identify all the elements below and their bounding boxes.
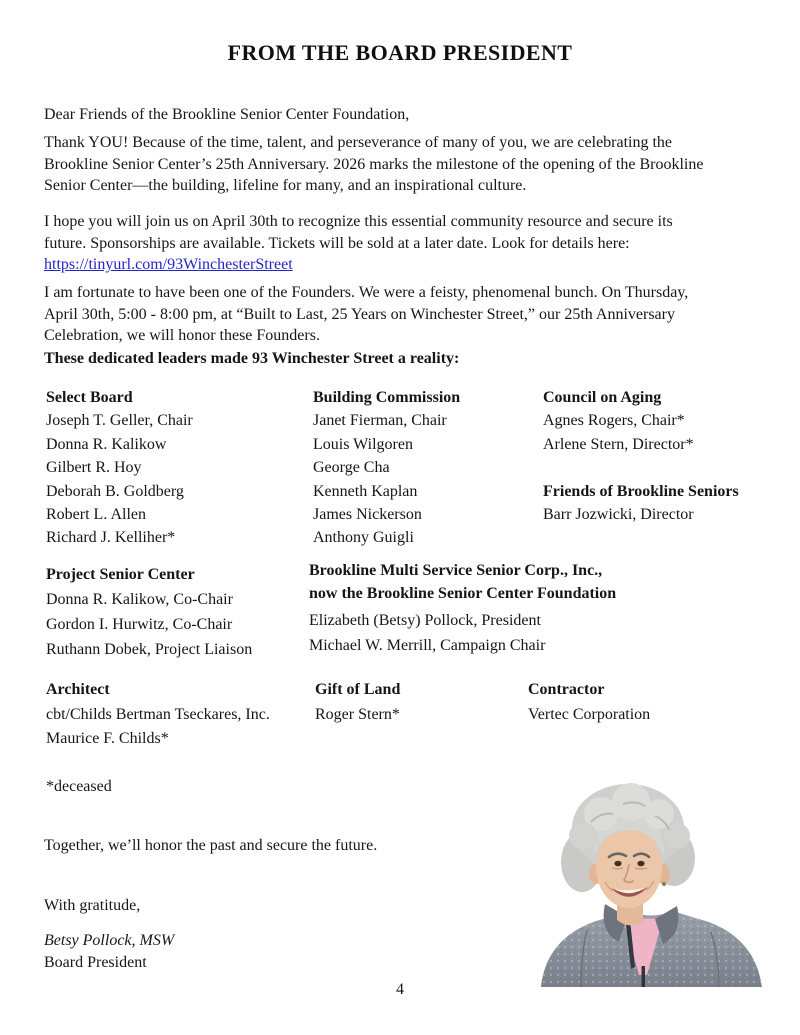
member-name: Donna R. Kalikow (46, 435, 167, 453)
member-name: Gordon I. Hurwitz, Co-Chair (46, 616, 233, 633)
paragraph-line: Brookline Senior Center’s 25th Anniversary. 2026 marks the milestone of the opening of the Brookline (44, 155, 704, 173)
board-president-photo (535, 770, 767, 987)
portrait-illustration (535, 770, 767, 987)
friends-of-brookline-seniors-header: Friends of Brookline Seniors (543, 482, 739, 500)
member-name: Barr Jozwicki, Director (543, 506, 694, 524)
select-board-header: Select Board (46, 389, 133, 406)
paragraph-founders (44, 282, 688, 347)
building-commission-column (313, 386, 460, 550)
paragraph-line: I am fortunate to have been one of the Founders. We were a feisty, phenomenal bunch. On Thursday, (44, 284, 689, 301)
paragraph-line: future. Sponsorships are available. Tickets will be sold at a later date. Look for details here: (44, 234, 630, 252)
salutation: Dear Friends of the Brookline Senior Center Foundation, (44, 106, 410, 123)
paragraph-line: Thank YOU! Because of the time, talent, and perseverance of many of you, we are celebrating the (44, 134, 673, 151)
council-on-aging-column (543, 386, 739, 526)
signature-title: Board President (44, 954, 147, 971)
spacer (543, 456, 739, 479)
multi-service-corp-header-line1: Brookline Multi Service Senior Corp., Inc., (309, 562, 603, 579)
member-name: Richard J. Kelliher* (46, 529, 176, 547)
member-name: Vertec Corporation (528, 705, 651, 723)
member-name: James Nickerson (313, 506, 422, 524)
architect-header: Architect (46, 681, 110, 698)
member-name: Roger Stern* (315, 705, 400, 723)
multi-service-corp-column (309, 560, 616, 658)
member-name: cbt/Childs Bertman Tseckares, Inc. (46, 705, 270, 723)
gift-of-land-header: Gift of Land (315, 681, 401, 698)
paragraph-thanks (44, 132, 703, 197)
member-name: Arlene Stern, Director* (543, 435, 694, 453)
contractor-column (528, 678, 650, 727)
building-commission-header: Building Commission (313, 389, 461, 406)
council-on-aging-header: Council on Aging (543, 389, 662, 406)
member-name: Gilbert R. Hoy (46, 459, 142, 477)
signature-name: Betsy Pollock, MSW (44, 932, 175, 949)
architect-column (46, 678, 270, 752)
paragraph-line: Celebration, we will honor these Founders. (44, 327, 320, 344)
member-name: Ruthann Dobek, Project Liaison (46, 641, 253, 658)
deceased-note: *deceased (46, 778, 112, 795)
member-name: Janet Fierman, Chair (313, 412, 447, 430)
paragraph-line: I hope you will join us on April 30th to recognize this essential community resource and secure its (44, 213, 673, 230)
project-senior-center-header: Project Senior Center (46, 566, 195, 583)
contractor-header: Contractor (528, 681, 605, 698)
closing-line: Together, we’ll honor the past and secure the future. (44, 837, 378, 854)
paragraph-line: Senior Center—the building, lifeline for many, and an inspirational culture. (44, 177, 527, 194)
project-senior-center-column (46, 562, 252, 662)
member-name: Kenneth Kaplan (313, 482, 418, 500)
paragraph-invite (44, 211, 673, 276)
page-number: 4 (396, 981, 404, 998)
member-name: Louis Wilgoren (313, 435, 413, 453)
member-name: Anthony Guigli (313, 529, 414, 547)
member-name: Donna R. Kalikow, Co-Chair (46, 591, 233, 608)
multi-service-corp-header-line2: now the Brookline Senior Center Foundation (309, 584, 617, 602)
select-board-column (46, 386, 193, 550)
paragraph-line: April 30th, 5:00 - 8:00 pm, at “Built to Last, 25 Years on Winchester Street,” our 25th Anniversary (44, 305, 675, 323)
leaders-heading: These dedicated leaders made 93 Winchester Street a reality: (44, 350, 460, 367)
tinyurl-link[interactable]: https://tinyurl.com/93WinchesterStreet (44, 256, 293, 273)
signoff: With gratitude, (44, 897, 141, 914)
member-name: George Cha (313, 459, 390, 477)
member-name: Maurice F. Childs* (46, 730, 169, 747)
page-title: FROM THE BOARD PRESIDENT (227, 40, 573, 65)
member-name: Joseph T. Geller, Chair (46, 412, 193, 430)
member-name: Deborah B. Goldberg (46, 482, 184, 500)
member-name: Robert L. Allen (46, 506, 146, 524)
member-name: Michael W. Merrill, Campaign Chair (309, 637, 546, 654)
member-name: Elizabeth (Betsy) Pollock, President (309, 612, 541, 629)
gift-of-land-column (315, 678, 400, 727)
member-name: Agnes Rogers, Chair* (543, 412, 685, 430)
